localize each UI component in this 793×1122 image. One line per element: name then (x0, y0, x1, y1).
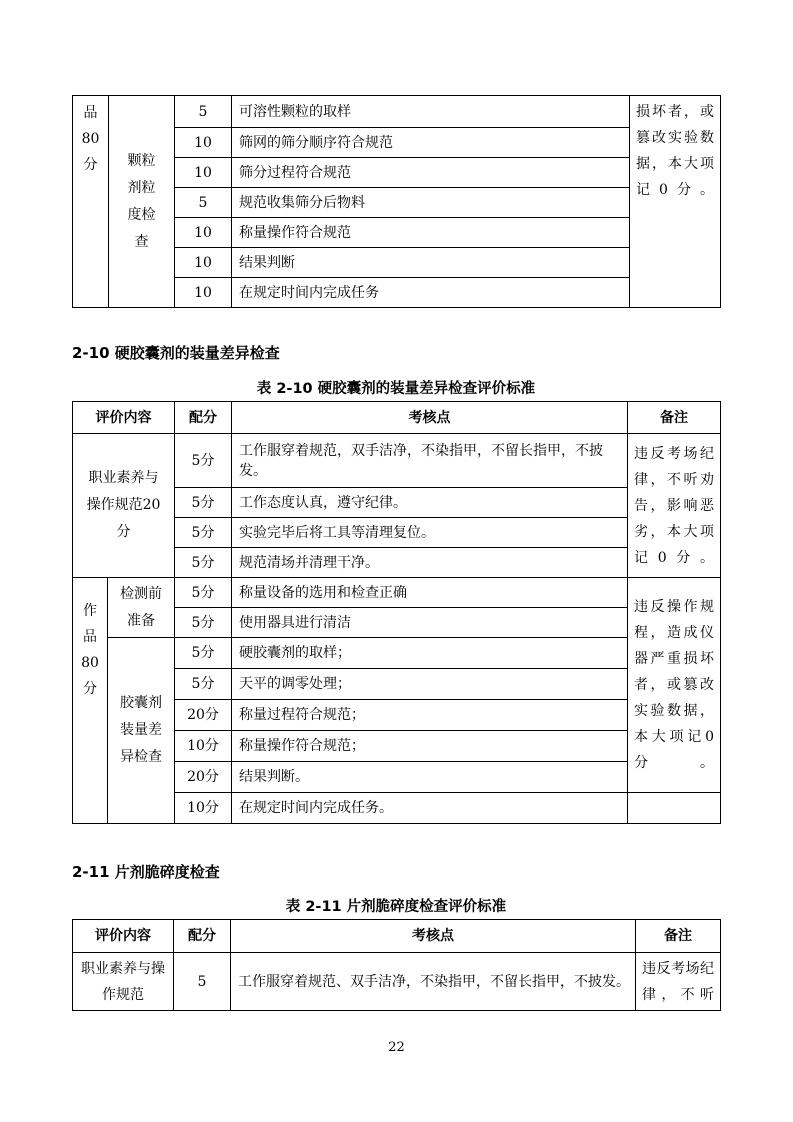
top-table (72, 95, 721, 308)
subcategory-label: 颗粒剂粒度检查 (127, 152, 156, 250)
score-cell: 10 (175, 218, 232, 248)
note-cell: 损坏者，或篡改实验数据，本大项记0分。 (630, 96, 721, 308)
score-cell: 10 (175, 248, 232, 278)
item-cell: 称量操作符合规范 (232, 218, 630, 248)
item-cell: 规范收集筛分后物料 (232, 188, 630, 218)
header-note: 备注 (636, 920, 721, 953)
product-char: 品 (83, 629, 97, 645)
professional-label-cell: 职业素养与操作规范 (73, 953, 174, 1011)
header-note: 备注 (628, 402, 721, 434)
score-cell: 5分 (175, 669, 232, 700)
product-char: 分 (83, 681, 97, 697)
product-char: 80 (81, 655, 99, 671)
header-point: 考核点 (232, 402, 628, 434)
section-heading: 2-11 片剂脆碎度检查 (72, 863, 220, 881)
item-cell: 实验完毕后将工具等清理复位。 (232, 518, 628, 548)
item-cell: 筛分过程符合规范 (232, 158, 630, 188)
item-cell: 称量过程符合规范； (232, 700, 628, 731)
score-cell: 5 (175, 96, 232, 128)
item-cell: 可溶性颗粒的取样 (232, 96, 630, 128)
score-cell: 10分 (175, 731, 232, 762)
product-label-cell (73, 578, 108, 824)
item-cell: 在规定时间内完成任务。 (232, 793, 628, 824)
item-cell: 结果判断 (232, 248, 630, 278)
score-cell: 10 (175, 278, 232, 308)
score-cell: 5分 (175, 434, 232, 488)
product-char: 作 (83, 603, 97, 619)
professional-note-cell: 违反考场纪律，不听劝告，影响恶劣，本大项记0分。 (628, 434, 721, 578)
score-cell: 5分 (175, 548, 232, 578)
group-label: 胶囊剂装量差异检查 (120, 695, 162, 765)
header-content: 评价内容 (73, 402, 175, 434)
score-cell: 20分 (175, 762, 232, 793)
item-cell: 在规定时间内完成任务 (232, 278, 630, 308)
score-cell: 5分 (175, 578, 232, 608)
table-caption: 表 2-10 硬胶囊剂的装量差异检查评价标准 (256, 381, 536, 397)
item-cell: 规范清场并清理干净。 (232, 548, 628, 578)
item-cell: 结果判断。 (232, 762, 628, 793)
empty-note-cell (628, 793, 721, 824)
category-cell (73, 96, 109, 308)
product-note-cell: 违反操作规程，造成仪器严重损坏者，或篡改实验数据，本大项记0分。 (628, 578, 721, 793)
note-cell: 违反考场纪律，不听 (636, 953, 721, 1011)
item-cell: 使用器具进行清洁 (232, 608, 628, 638)
header-score: 配分 (175, 402, 232, 434)
professional-label: 职业素养与操作规范20分 (86, 470, 161, 540)
category-char: 80 (81, 131, 100, 147)
score-cell: 10 (175, 128, 232, 158)
professional-label-cell (73, 434, 175, 578)
score-cell: 10分 (175, 793, 232, 824)
item-cell: 工作服穿着规范、双手洁净，不染指甲，不留长指甲，不披发。 (231, 953, 636, 1011)
header-content: 评价内容 (73, 920, 174, 953)
score-cell: 5分 (175, 518, 232, 548)
item-cell: 工作态度认真，遵守纪律。 (232, 488, 628, 518)
page-number: 22 (388, 1040, 405, 1055)
score-cell: 5分 (175, 638, 232, 669)
table-caption: 表 2-11 片剂脆碎度检查评价标准 (285, 899, 507, 915)
item-cell: 筛网的筛分顺序符合规范 (232, 128, 630, 158)
item-cell: 工作服穿着规范，双手洁净，不染指甲，不留长指甲，不披发。 (232, 434, 628, 488)
item-cell: 天平的调零处理； (232, 669, 628, 700)
capsule-table (72, 401, 721, 824)
group-label: 检测前准备 (120, 585, 162, 629)
score-cell: 5分 (175, 608, 232, 638)
score-cell: 5 (175, 188, 232, 218)
friability-table (72, 919, 721, 1011)
item-cell: 称量设备的选用和检查正确 (232, 578, 628, 608)
subcategory-cell (109, 96, 175, 308)
score-cell: 10 (175, 158, 232, 188)
group-label-cell (108, 638, 175, 824)
header-point: 考核点 (231, 920, 636, 953)
score-cell: 20分 (175, 700, 232, 731)
score-cell: 5分 (175, 488, 232, 518)
section-heading: 2-10 硬胶囊剂的装量差异检查 (72, 344, 280, 362)
item-cell: 硬胶囊剂的取样； (232, 638, 628, 669)
item-cell: 称量操作符合规范； (232, 731, 628, 762)
category-char: 分 (83, 157, 98, 173)
category-char: 品 (83, 105, 98, 121)
group-label-cell (108, 578, 175, 638)
score-cell: 5 (174, 953, 231, 1011)
header-score: 配分 (174, 920, 231, 953)
